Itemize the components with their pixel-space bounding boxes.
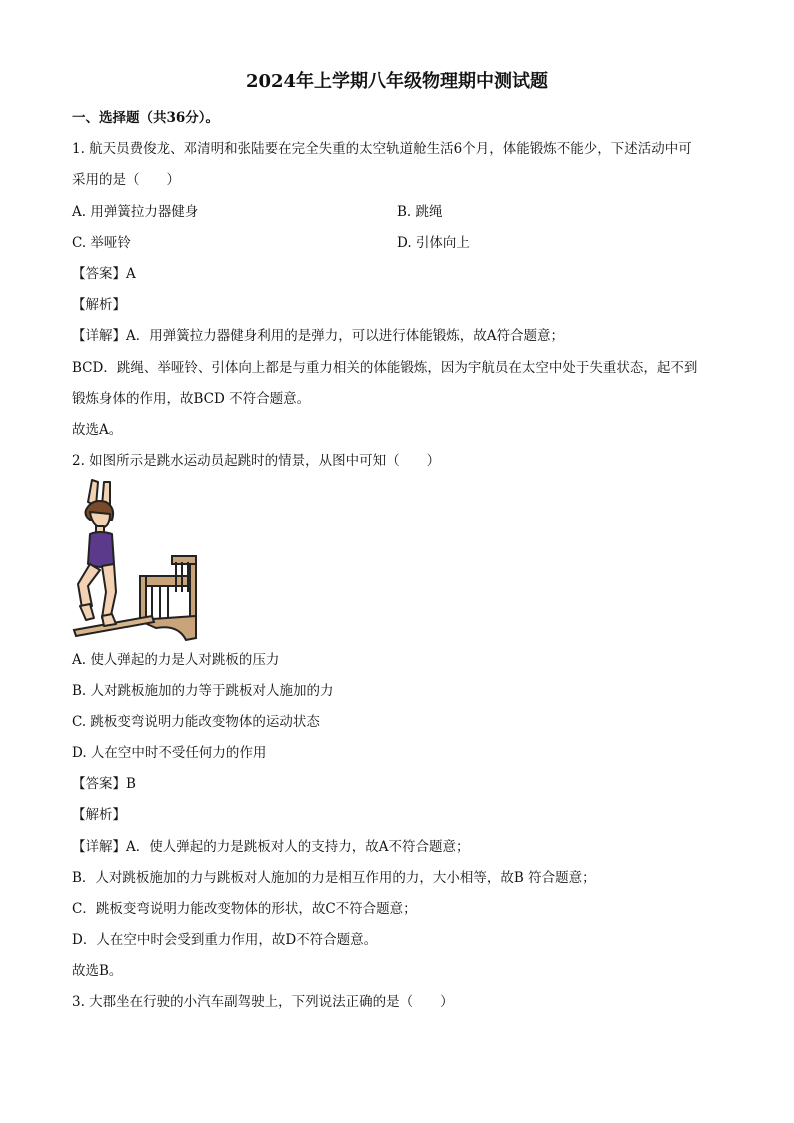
q2-option-d: D. 人在空中时不受任何力的作用 <box>72 745 267 761</box>
q1-stem-line2: 采用的是（ ） <box>72 172 180 188</box>
q2-detail-line2: B．人对跳板施加的力与跳板对人施加的力是相互作用的力，大小相等，故B 符合题意； <box>72 870 596 886</box>
q2-detail-line3: C．跳板变弯说明力能改变物体的形状，故C不符合题意； <box>72 901 417 917</box>
diver-left-leg <box>78 564 100 608</box>
q2-option-b: B. 人对跳板施加的力等于跳板对人施加的力 <box>72 683 334 699</box>
q2-stem: 2. 如图所示是跳水运动员起跳时的情景，从图中可知（ ） <box>72 453 441 469</box>
q1-conclusion: 故选A。 <box>72 422 123 438</box>
page-title: 2024年上学期八年级物理期中测试题 <box>245 71 549 92</box>
diver-illustration <box>72 478 200 642</box>
q2-conclusion: 故选B。 <box>72 963 123 979</box>
diver-right-leg <box>102 564 116 620</box>
diver-right-foot <box>102 614 116 626</box>
section-heading: 一、选择题（共36分）。 <box>72 110 220 126</box>
q2-option-c: C. 跳板变弯说明力能改变物体的运动状态 <box>72 714 320 730</box>
q2-answer: 【答案】B <box>72 776 136 792</box>
q2-option-a: A. 使人弹起的力是人对跳板的压力 <box>72 652 280 668</box>
q1-detail-line1: 【详解】A．用弹簧拉力器健身利用的是弹力，可以进行体能锻炼，故A符合题意； <box>72 328 564 344</box>
q1-stem-line1: 1. 航天员费俊龙、邓清明和张陆要在完全失重的太空轨道舱生活6个月，体能锻炼不能少，下述活动中可 <box>72 141 692 157</box>
q2-analysis-label: 【解析】 <box>72 807 126 823</box>
q1-detail-line2: BCD．跳绳、举哑铃、引体向上都是与重力相关的体能锻炼，因为宇航员在太空中处于失重状态，起不到 <box>72 360 698 376</box>
diver-swimsuit <box>88 532 114 567</box>
q1-option-d: D. 引体向上 <box>397 235 470 251</box>
q1-answer: 【答案】A <box>72 266 136 282</box>
q2-detail-line4: D．人在空中时会受到重力作用，故D不符合题意。 <box>72 932 378 948</box>
diver-figure-svg <box>72 478 200 642</box>
platform-post-left <box>140 576 146 620</box>
q1-detail-line3: 锻炼身体的作用，故BCD 不符合题意。 <box>72 391 311 407</box>
q3-stem: 3. 大郡坐在行驶的小汽车副驾驶上，下列说法正确的是（ ） <box>72 994 454 1010</box>
q1-option-b: B. 跳绳 <box>397 204 443 220</box>
q1-option-c: C. 举哑铃 <box>72 235 131 251</box>
q2-detail-line1: 【详解】A．使人弹起的力是跳板对人的支持力，故A不符合题意； <box>72 839 470 855</box>
q1-analysis-label: 【解析】 <box>72 297 126 313</box>
q1-option-a: A. 用弹簧拉力器健身 <box>72 204 199 220</box>
